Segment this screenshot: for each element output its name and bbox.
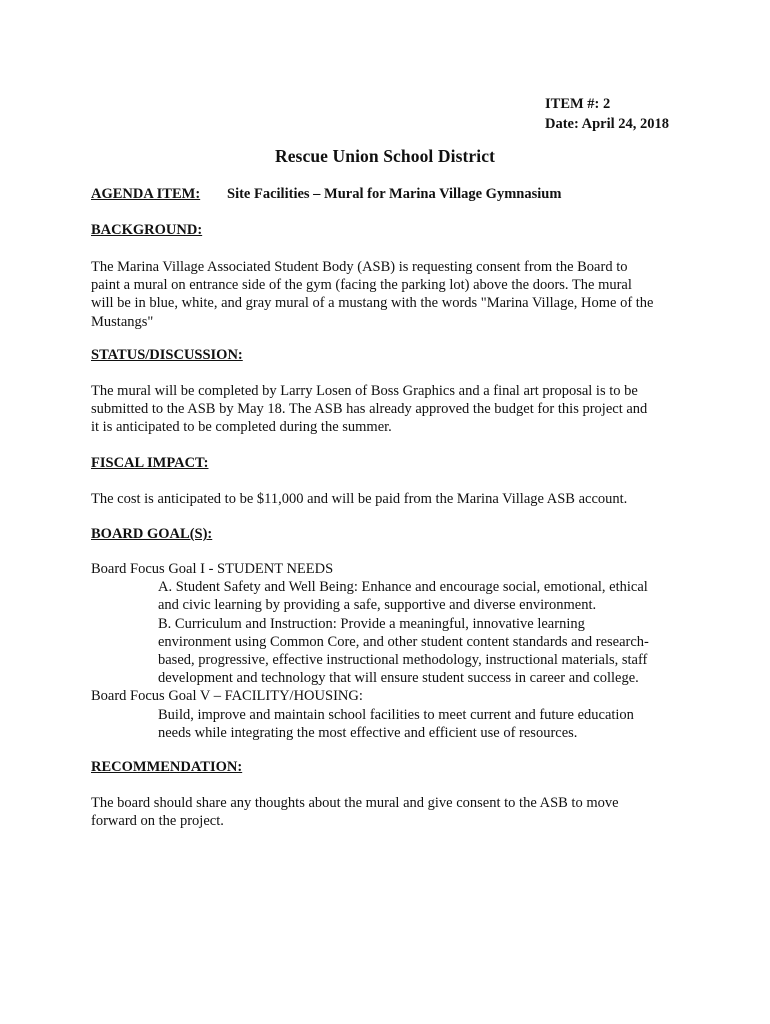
item-header xyxy=(545,94,669,134)
meeting-date: Date: April 24, 2018 xyxy=(545,116,670,132)
goal-line: B. Curriculum and Instruction: Provide a meaningful, innovative learning xyxy=(158,615,585,632)
goal-line: environment using Common Core, and other student content standards and research- xyxy=(158,633,649,650)
agenda-item-label: AGENDA ITEM: xyxy=(91,186,201,202)
board-goals-list xyxy=(91,560,691,742)
paragraph-line: The board should share any thoughts about the mural and give consent to the ASB to move xyxy=(91,795,619,811)
board-goals-heading: BOARD GOAL(S): xyxy=(91,526,213,542)
district-title: Rescue Union School District xyxy=(274,146,496,166)
recommendation-paragraph xyxy=(91,794,691,830)
paragraph-line: The Marina Village Associated Student Body (ASB) is requesting consent from the Board to xyxy=(91,259,628,275)
agenda-item-value: Site Facilities – Mural for Marina Village Gymnasium xyxy=(227,186,562,202)
item-number: ITEM #: 2 xyxy=(545,96,611,112)
goal-line: and civic learning by providing a safe, supportive and diverse environment. xyxy=(158,597,597,614)
background-heading: BACKGROUND: xyxy=(91,222,203,238)
recommendation-heading: RECOMMENDATION: xyxy=(91,759,243,775)
paragraph-line: Mustangs" xyxy=(91,313,154,330)
goal-title: Board Focus Goal V – FACILITY/HOUSING: xyxy=(91,688,363,705)
status-discussion-paragraph xyxy=(91,382,691,437)
goal-title: Board Focus Goal I - STUDENT NEEDS xyxy=(91,561,334,577)
status-discussion-heading: STATUS/DISCUSSION: xyxy=(91,347,243,363)
goal-line: A. Student Safety and Well Being: Enhance and encourage social, emotional, ethical xyxy=(158,579,648,596)
goal-line: Build, improve and maintain school facilities to meet current and future education xyxy=(158,706,634,723)
agenda-item xyxy=(91,186,561,203)
paragraph-line: will be in blue, white, and gray mural of a mustang with the words "Marina Village, Home of the xyxy=(91,295,654,312)
goal-line: based, progressive, effective instructional methodology, instructional materials, staff xyxy=(158,652,648,669)
paragraph-line: submitted to the ASB by May 18. The ASB has already approved the budget for this project and xyxy=(91,401,648,418)
paragraph-line: The mural will be completed by Larry Losen of Boss Graphics and a final art proposal is to be xyxy=(91,383,638,399)
paragraph-line: The cost is anticipated to be $11,000 and will be paid from the Marina Village ASB account. xyxy=(91,491,628,507)
fiscal-impact-heading: FISCAL IMPACT: xyxy=(91,455,209,471)
goal-line: development and technology that will ensure student success in career and college. xyxy=(158,670,639,687)
paragraph-line: paint a mural on entrance side of the gym (facing the parking lot) above the doors. The mural xyxy=(91,277,632,294)
paragraph-line: forward on the project. xyxy=(91,813,224,830)
background-paragraph xyxy=(91,258,691,331)
paragraph-line: it is anticipated to be completed during the summer. xyxy=(91,419,392,436)
fiscal-impact-paragraph xyxy=(91,490,691,508)
goal-line: needs while integrating the most effective and efficient use of resources. xyxy=(158,724,578,741)
